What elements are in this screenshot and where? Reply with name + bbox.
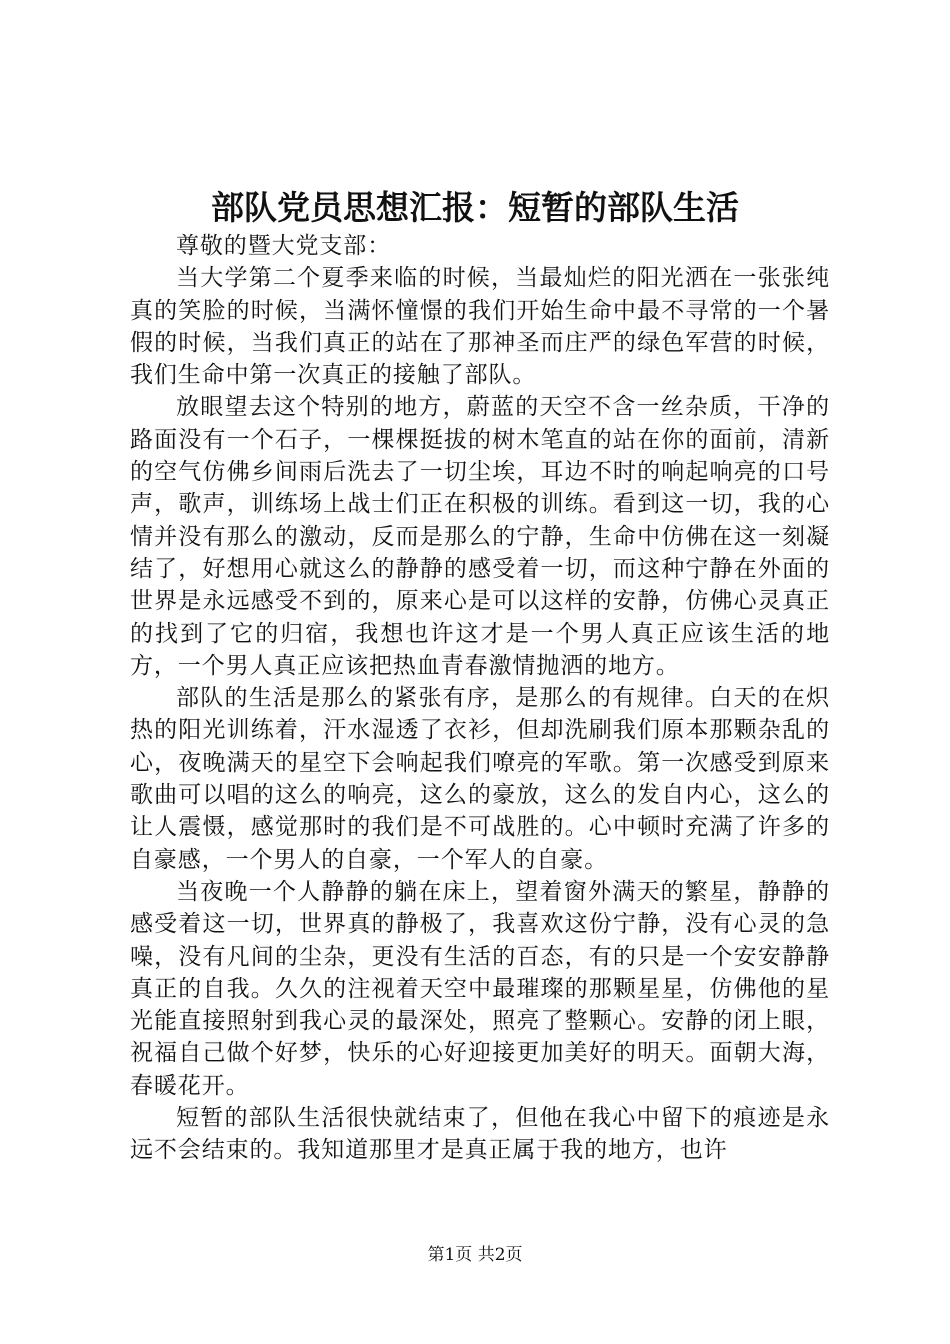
document-title: 部队党员思想汇报：短暂的部队生活 (211, 188, 739, 227)
page-number-footer: 第1页 共2页 (427, 1245, 523, 1265)
paragraph-4: 当夜晚一个人静静的躺在床上，望着窗外满天的繁星，静静的感受着这一切，世界真的静极了，我喜欢这份宁静，没有心灵的急噪，没有凡间的尘杂，更没有生活的百态，有的只是一个安安静静真正的自我。久久的注视着天空中最璀璨的那颗星星，仿佛他的星光能直接照射到我心灵的最深处，照亮了整颗心。安静的闭上眼，祝福自己做个好梦，快乐的心好迎接更加美好的明天。面朝大海，春暖花开。 (130, 878, 830, 1099)
paragraph-3: 部队的生活是那么的紧张有序，是那么的有规律。白天的在炽热的阳光训练着，汗水湿透了衣衫，但却洗刷我们原本那颗杂乱的心，夜晚满天的星空下会响起我们嘹亮的军歌。第一次感受到原来歌曲可以唱的这么的响亮，这么的豪放，这么的发自内心，这么的让人震慑，感觉那时的我们是不可战胜的。心中顿时充满了许多的自豪感，一个男人的自豪，一个军人的自豪。 (130, 685, 830, 873)
paragraph-5: 短暂的部队生活很快就结束了，但他在我心中留下的痕迹是永远不会结束的。我知道那里才是真正属于我的地方，也许 (130, 1105, 830, 1164)
document-body (130, 230, 830, 1167)
salutation: 尊敬的暨大党支部： (176, 233, 392, 259)
paragraph-2: 放眼望去这个特别的地方，蔚蓝的天空不含一丝杂质，干净的路面没有一个石子，一棵棵挺拔的树木笔直的站在你的面前，清新的空气仿佛乡间雨后洗去了一切尘埃，耳边不时的响起响亮的口号声，歌声，训练场上战士们正在积极的训练。看到这一切，我的心情并没有那么的激动，反而是那么的宁静，生命中仿佛在这一刻凝结了，好想用心就这么的静静的感受着一切，而这种宁静在外面的世界是永远感受不到的，原来心是可以这样的安静，仿佛心灵真正的找到了它的归宿，我想也许这才是一个男人真正应该生活的地方，一个男人真正应该把热血青春激情抛洒的地方。 (130, 394, 830, 679)
paragraph-1: 当大学第二个夏季来临的时候，当最灿烂的阳光洒在一张张纯真的笑脸的时候，当满怀憧憬的我们开始生命中最不寻常的一个暑假的时候，当我们真正的站在了那神圣而庄严的绿色军营的时候，我们生命中第一次真正的接触了部队。 (130, 265, 830, 389)
